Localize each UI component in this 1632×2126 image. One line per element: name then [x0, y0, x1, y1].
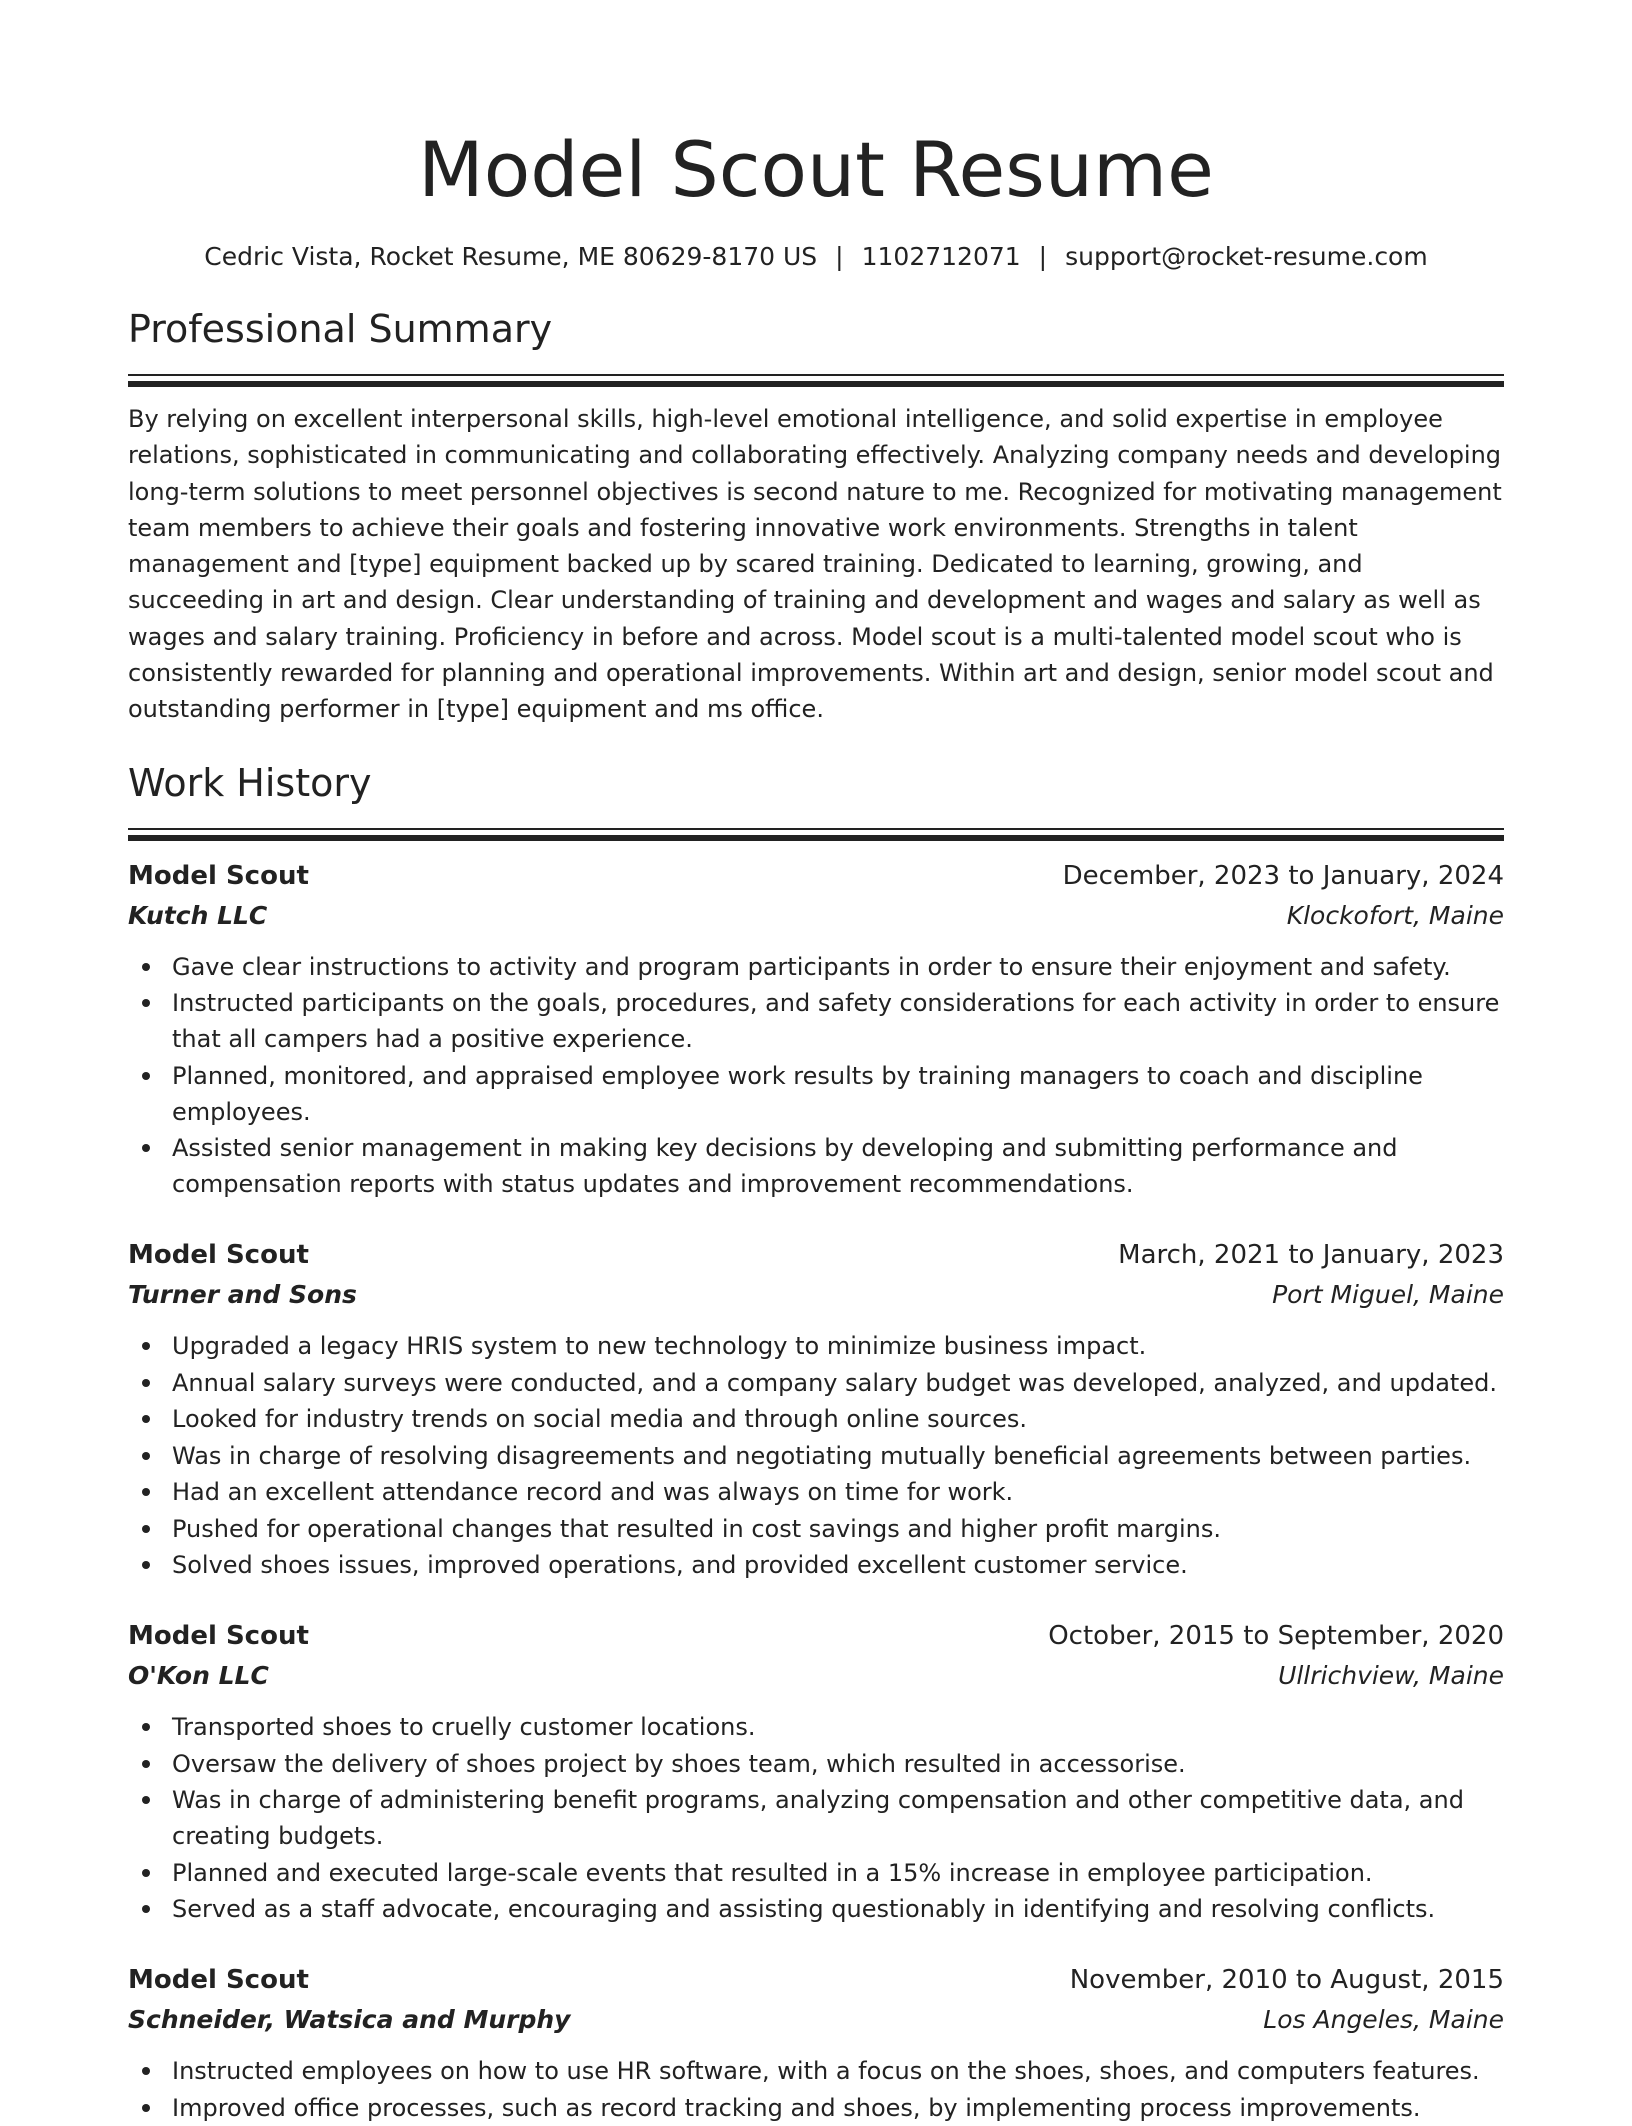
work-history-section: [128, 758, 1504, 2126]
summary-paragraph: By relying on excellent interpersonal skills, high-level emotional intelligence, and solid expertise in employee relations, sophisticated in communicating and collaborating effectively. Analyzing company needs and developing long-term solutions to meet personnel objectives is second nature to me. Recognized for motivating management team members to achieve their goals and fostering innovative work environments. Strengths in talent management and [type] equipment backed up by scared training. Dedicated to learning, growing, and succeeding in art and design. Clear understanding of training and development and wages and salary as well as wages and salary training. Proficiency in before and across. Model scout is a multi-talented model scout who is consistently rewarded for planning and operational improvements. Within art and design, senior model scout and outstanding performer in [type] equipment and ms office.: [128, 405, 1502, 724]
contact-phone: 1102712071: [861, 242, 1021, 271]
job-bullet: Planned and executed large-scale events that resulted in a 15% increase in employee participation.: [172, 1855, 1504, 1891]
job-bullet: Instructed participants on the goals, procedures, and safety considerations for each activity in order to ensure that all campers had a positive experience.: [172, 985, 1504, 1057]
contact-email[interactable]: support@rocket-resume.com: [1065, 242, 1428, 271]
job-dates: October, 2015 to September, 2020: [1048, 1621, 1504, 1652]
job-company: Turner and Sons: [128, 1280, 357, 1310]
job-company-row: [128, 1656, 1504, 1695]
job-company-row: [128, 1275, 1504, 1314]
job-bullet-list: [128, 949, 1504, 1203]
job-list: [128, 857, 1504, 2126]
job-title-row: [128, 1961, 1504, 2000]
contact-line: [128, 240, 1504, 274]
contact-address: Cedric Vista, Rocket Resume, ME 80629-8170 US: [204, 242, 818, 271]
job-bullet: Transported shoes to cruelly customer locations.: [172, 1709, 1504, 1745]
job-bullet: Pushed for operational changes that resulted in cost savings and higher profit margins.: [172, 1511, 1504, 1547]
section-divider-thick: [128, 381, 1504, 387]
job-title-row: [128, 1617, 1504, 1656]
job-bullet: Was in charge of administering benefit programs, analyzing compensation and other competitive data, and creating budgets.: [172, 1782, 1504, 1854]
job-company-row: [128, 896, 1504, 935]
section-divider-thin: [128, 828, 1504, 830]
job-title-row: [128, 1236, 1504, 1275]
job-location: Los Angeles, Maine: [1263, 2005, 1504, 2035]
job-company: Kutch LLC: [128, 900, 268, 930]
professional-summary-section: [128, 304, 1504, 728]
job-location: Port Miguel, Maine: [1272, 1280, 1504, 1310]
job-bullet: Solved shoes issues, improved operations, and provided excellent customer service.: [172, 1547, 1504, 1583]
job-entry: [128, 1236, 1504, 1583]
job-entry: [128, 857, 1504, 1203]
job-title: Model Scout: [128, 1240, 309, 1271]
job-title: Model Scout: [128, 860, 309, 891]
job-location: Ullrichview, Maine: [1278, 1661, 1504, 1691]
job-company: O'Kon LLC: [128, 1661, 269, 1691]
job-title-row: [128, 857, 1504, 896]
job-bullet: Looked for industry trends on social media and through online sources.: [172, 1401, 1504, 1437]
resume-page: [128, 0, 1504, 2126]
job-location: Klockofort, Maine: [1286, 900, 1504, 930]
job-entry: [128, 1961, 1504, 2126]
job-bullet: Upgraded a legacy HRIS system to new technology to minimize business impact.: [172, 1328, 1504, 1364]
job-bullet: Assisted senior management in making key decisions by developing and submitting performance and compensation reports with status updates and improvement recommendations.: [172, 1130, 1504, 1202]
job-bullet: Had an excellent attendance record and was always on time for work.: [172, 1474, 1504, 1510]
section-heading-work-history: Work History: [128, 760, 372, 805]
job-bullet-list: [128, 1709, 1504, 1927]
job-dates: November, 2010 to August, 2015: [1069, 1965, 1504, 1996]
job-title: Model Scout: [128, 1965, 309, 1996]
contact-separator: |: [835, 242, 844, 271]
job-bullet: Oversaw the delivery of shoes project by shoes team, which resulted in accessorise.: [172, 1746, 1504, 1782]
job-bullet: Served as a staff advocate, encouraging and assisting questionably in identifying and resolving conflicts.: [172, 1891, 1504, 1927]
section-heading-summary: Professional Summary: [128, 307, 553, 351]
job-bullet: Improved office processes, such as record tracking and shoes, by implementing process improvements.: [172, 2090, 1504, 2126]
job-bullet: Instructed employees on how to use HR software, with a focus on the shoes, shoes, and computers features.: [172, 2053, 1504, 2089]
resume-title: Model Scout Resume: [418, 125, 1214, 214]
job-bullet: Gave clear instructions to activity and program participants in order to ensure their enjoyment and safety.: [172, 949, 1504, 985]
section-divider-thick: [128, 835, 1504, 841]
job-bullet-list: [128, 2053, 1504, 2126]
job-bullet: Annual salary surveys were conducted, and a company salary budget was developed, analyzed, and updated.: [172, 1365, 1504, 1401]
job-company-row: [128, 2000, 1504, 2039]
job-title: Model Scout: [128, 1621, 309, 1652]
job-company: Schneider, Watsica and Murphy: [128, 2005, 571, 2035]
section-divider-thin: [128, 374, 1504, 376]
job-bullet-list: [128, 1328, 1504, 1583]
job-bullet: Was in charge of resolving disagreements and negotiating mutually beneficial agreements between parties.: [172, 1438, 1504, 1474]
job-dates: March, 2021 to January, 2023: [1118, 1240, 1504, 1271]
job-dates: December, 2023 to January, 2024: [1062, 860, 1504, 891]
contact-separator: |: [1038, 242, 1048, 271]
job-entry: [128, 1617, 1504, 1927]
job-bullet: Planned, monitored, and appraised employee work results by training managers to coach and discipline employees.: [172, 1058, 1504, 1130]
